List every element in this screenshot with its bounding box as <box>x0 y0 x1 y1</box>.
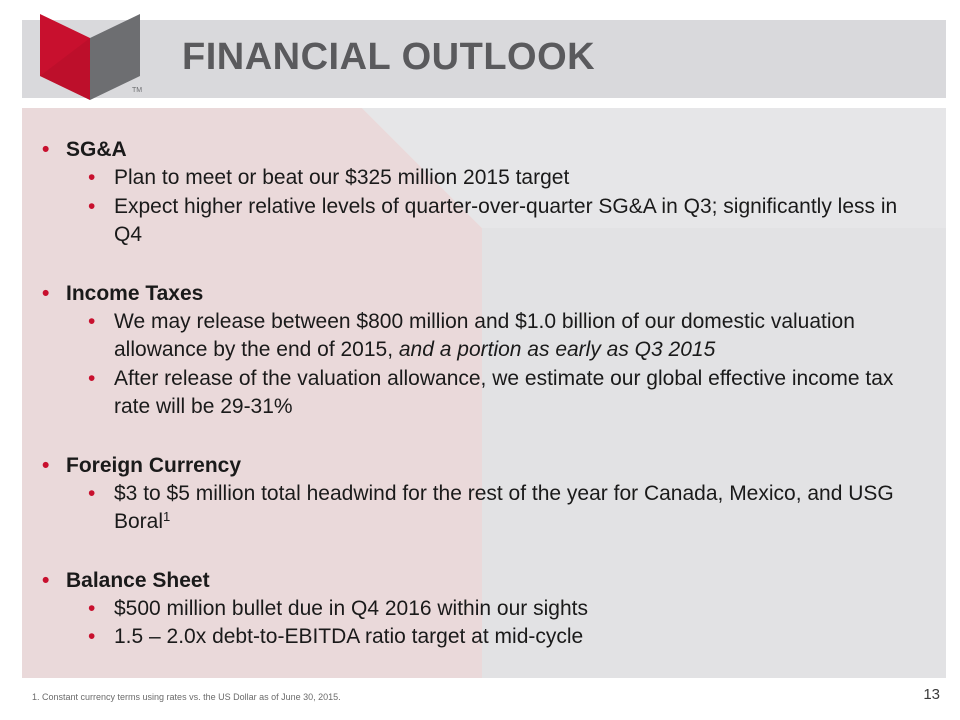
list-item: • We may release between $800 million and $1.0 billion of our domestic valuation allowance by the end of 2015, and a portion as early as Q3 2015 <box>88 309 855 361</box>
bullet-icon: • <box>88 625 96 648</box>
bullet-icon: • <box>42 453 50 477</box>
bullet-icon: • <box>88 309 96 333</box>
list-item: • $3 to $5 million total headwind for the rest of the year for Canada, Mexico, and USG Boral$^1$ <box>88 481 894 533</box>
section-title-foreign-currency: • Foreign Currency <box>40 452 920 480</box>
section-income-taxes <box>40 280 920 422</box>
list-item: • 1.5 – 2.0x debt-to-EBITDA ratio target at mid-cycle <box>40 623 920 652</box>
page-title: FINANCIAL OUTLOOK <box>182 36 596 78</box>
bullet-icon: • <box>88 166 96 189</box>
list-item: • $500 million bullet due in Q4 2016 within our sights <box>40 595 920 624</box>
section-title-sga: • SG&A <box>40 136 920 164</box>
section-title-balance-sheet: • Balance Sheet <box>40 567 920 595</box>
bullet-icon: • <box>88 194 96 218</box>
section-title-income-taxes: • Income Taxes <box>40 280 920 308</box>
bullet-icon: • <box>42 281 50 305</box>
section-balance-sheet <box>40 567 920 652</box>
list-item: • Plan to meet or beat our $325 million 2015 target <box>40 164 920 193</box>
footnote-marker: 1 <box>163 509 171 524</box>
section-sga <box>40 136 920 250</box>
sga-list <box>40 164 920 250</box>
trademark-mark: TM <box>132 87 143 94</box>
page-number: 13 <box>923 686 940 703</box>
usg-cube-logo-icon <box>28 8 148 108</box>
income-taxes-list <box>40 308 920 422</box>
bullet-icon: • <box>42 138 50 161</box>
outlook-content <box>40 136 920 652</box>
bullet-icon: • <box>88 596 96 620</box>
foreign-currency-list <box>40 480 920 537</box>
footnote: 1. Constant currency terms using rates vs. the US Dollar as of June 30, 2015. <box>32 692 341 702</box>
list-item: • After release of the valuation allowance, we estimate our global effective income tax rate will be 29-31% <box>88 366 894 418</box>
emphasis-text: and a portion as early as Q3 2015 <box>398 338 716 361</box>
bullet-icon: • <box>42 568 50 592</box>
balance-sheet-list <box>40 595 920 652</box>
section-foreign-currency <box>40 452 920 537</box>
bullet-icon: • <box>88 481 96 505</box>
bullet-icon: • <box>88 366 96 390</box>
list-item: • Expect higher relative levels of quarter-over-quarter SG&A in Q3; significantly less in Q4 <box>88 194 898 246</box>
